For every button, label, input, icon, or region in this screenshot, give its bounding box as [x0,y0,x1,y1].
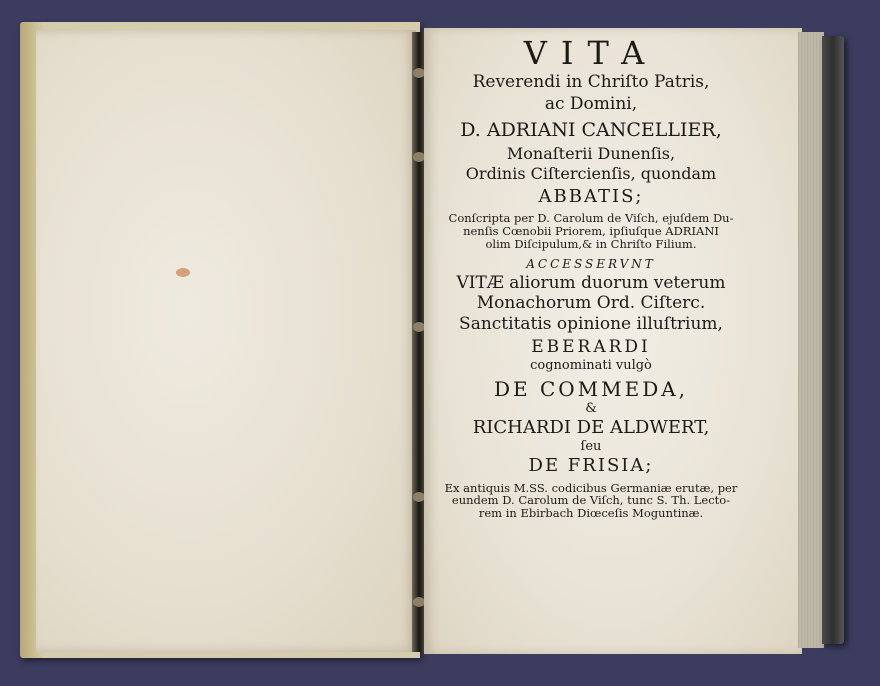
accesserunt-heading: ACCESSERVNT [526,257,656,272]
page-stain [176,268,190,277]
ampersand: & [585,400,597,416]
title-line: Reverendi in Chriſto Patris, [472,72,710,93]
author-line: Conſcripta per D. Carolum de Viſch, ejuſdem Du- [448,211,734,226]
subject-name: D. ADRIANI CANCELLIER, [460,118,722,141]
title-line: Monaſterii Dunenſis, [506,144,676,164]
title-line: Ordinis Ciſtercienſis, quondam [465,164,717,184]
author-line: olim Diſcipulum,& in Chriſto Filium. [485,236,697,251]
title-line: Sanctitatis opinione illuſtrium, [459,313,723,334]
title-line: ac Domini, [544,93,638,114]
title-abbatis: ABBATIS; [538,185,644,207]
front-cover-board [822,36,844,644]
name-richardi: RICHARDI DE ALDWERT, [472,416,710,438]
author-line: nenſis Cœnobii Priorem, ipſiuſque ADRIANI [463,224,719,239]
title-line: VITÆ aliorum duorum veterum [456,272,726,293]
page-fore-edge [798,32,824,648]
name-de-commeda: DE COMMEDA, [493,376,689,401]
title-page-text [412,36,770,520]
title-line: cognominati vulgò [530,358,652,374]
title-vita: VITA [523,34,659,72]
title-line: Monachorum Ord. Ciſterc. [476,293,706,314]
imprint-line: rem in Ebirbach Diœceſis Moguntinæ. [478,506,704,521]
blank-left-page [36,30,416,652]
name-eberardi: EBERARDI [531,336,651,357]
imprint-line: eundem D. Carolum de Viſch, tunc S. Th. Lecto- [451,493,731,508]
imprint-line: Ex antiquis M.SS. codicibus Germaniæ erutæ, per [444,480,738,495]
title-line: ſeu [580,438,602,454]
name-de-frisia: DE FRISIA; [528,454,654,476]
